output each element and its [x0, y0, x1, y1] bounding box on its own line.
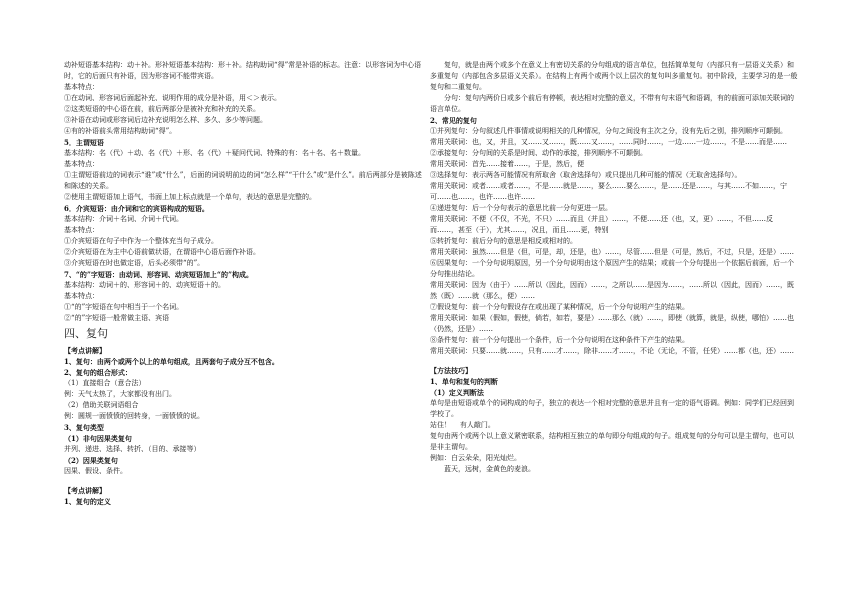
left-line: ①在动词、形容词后面起补充、说明作用的成分是补语，用＜＞表示。: [64, 94, 281, 102]
left-line: 2、复句的组合形式：: [64, 368, 132, 377]
left-line: ①主谓短语前边的词表示“谁”或“什么”，后面的词说明前边的词“怎么样”“干什么”或“是什么”。前后两部分是被陈述和陈述的关系。: [64, 171, 422, 190]
left-line: 基本特点：: [64, 83, 99, 91]
right-line: 常用关联词：如果（假如，假使，倘若，如若，要是）……那么（就）……，即使（就算，就是，纵使，哪怕）……也（仍然，还是）……: [430, 314, 794, 333]
left-line: 6．介宾短语：由介词和它的宾语构成的短语。: [64, 204, 209, 213]
right-line: 【方法技巧】: [430, 366, 472, 375]
right-line: 单句是由短语或单个的词构成的句子，独立的表达一个相对完整的意思并且有一定的语气语调。例如：同学们已经回到学校了。: [430, 399, 794, 418]
left-line: 1、复句的定义: [64, 497, 111, 506]
right-line: 常用关联词：也，又，并且，又……又……，既……又……，……同时……，一边……一边……，不是……而是……: [430, 138, 787, 146]
right-line: 复句，就是由两个或多个在意义上有密切关系的分句组成的语言单位，包括简单复句（内部只有一层语义关系）和多重复句（内部包含多层语义关系）。在结构上有两个或两个以上层次的复句叫多重复句。初中阶段，主要学习的是一般复句和二重复句。: [430, 61, 798, 91]
left-line: 例：圆规一面愤愤的回转身，一面愤愤的说。: [64, 412, 204, 420]
left-line: ②这类短语的中心语在前，前后两部分是被补充和补充的关系。: [64, 105, 260, 113]
left-line: （1）直接组合（意合法）: [64, 379, 146, 387]
left-line: （1）非句因果类复句: [64, 434, 132, 443]
left-line: ③补语在动词或形容词后边补充说明怎么样、多久、多少等问题。: [64, 116, 267, 124]
left-line: （2）因果类复句: [64, 456, 118, 465]
left-line: ④有的补语前头常用结构助词“得”。: [64, 127, 177, 135]
right-line: 常用关联词：因为（由于）……所以（因此，因而）……，之所以……是因为……，……所以（因此，因而）……，既然（既）……就（那么，便）……: [430, 281, 794, 300]
right-line: （1）定义判断法: [430, 388, 484, 397]
right-line: ⑦假设复句：前一个分句假设存在或出现了某种情况，后一个分句说明产生的结果。: [430, 303, 689, 311]
right-line: 分句：复句内两价日或多个前后有停顿，表达相对完整的意义，不带有句末语气和语调，有的前面可添加关联词的语言单位。: [430, 94, 794, 113]
left-line: ②介宾短语在为主中心语前做状语，在谓语中心语后面作补语。: [64, 248, 260, 256]
left-line: [64, 477, 424, 485]
right-line: [430, 357, 798, 365]
right-line: 常用关联词：不便（不仅，不光，不只）……而且（并且）……，不便……还（也，又，更）……，不但……反而……，甚至（于），尤其……，况且，而且……更，特别: [430, 215, 773, 234]
right-line: 常用关联词：只要……就……，只有……才……，除非……才……，不论（无论，不管，任凭）……都（也，还）……: [430, 347, 794, 355]
right-line: ⑤转折复句：前后分句的意思是相反或相对的。: [430, 237, 577, 245]
left-line: ①介宾短语在句子中作为一个整体充当句子成分。: [64, 237, 218, 245]
left-line: 四、复句: [64, 327, 108, 340]
right-line: ③选择复句：表示两各可能情况有所取舍（取舍选择句）或只提出几种可能的情况（无取舍选择句）。: [430, 171, 742, 179]
left-line: 3、复句类型: [64, 423, 104, 432]
right-line: 2、常见的复句: [430, 116, 477, 125]
right-line: 1、单句和复句的判断: [430, 377, 498, 386]
right-line: 常用关联词：虽然……但是（但，可是，却，还是，也）……，尽管……但是（可是，然后，不过，只是，还是）……: [430, 248, 794, 256]
right-line: ④递进复句：后一个分句表示的意思比前一分句更进一层。: [430, 204, 612, 212]
left-line: 【考点讲解】: [64, 486, 106, 495]
left-line: ①“的”字短语在句中相当于一个名词。: [64, 303, 184, 311]
left-line: 基本结构：动词＋的、形容词＋的、动宾短语＋的。: [64, 281, 225, 289]
right-line: 复句由两个或两个以上意义紧密联系，结构相互独立的单句即分句组成的句子。组成复句的分句可以是主谓句，也可以是非主谓句。: [430, 432, 794, 451]
left-line: 并列、递进、选择、转折、（目的、承接等）: [64, 445, 201, 453]
left-line: 动补短语基本结构：动＋补。形补短语基本结构：形＋补。结构助词“得”常是补语的标志。注意：以形容词为中心语时，它的后面只有补语，因为形容词不能带宾语。: [64, 61, 422, 80]
right-line: ①并列复句：分句叙述几件事情或说明相关的几种情况，分句之间没有主次之分，没有先后之别，排列顺序可颠倒。: [430, 127, 787, 135]
left-line: 【考点讲解】: [64, 346, 106, 355]
left-line: 基本结构：介词＋名词、介词＋代词。: [64, 215, 183, 223]
left-line: ②“的”字短语一般常做主语、宾语: [64, 314, 170, 322]
left-line: 例：天气太热了，大家都没有出门。: [64, 390, 176, 398]
right-line: ②承接复句：分句间的关系是时间、动作的承接，排列顺序不可颠倒。: [430, 149, 647, 157]
right-line: 常用关联词：首先……接着……，于是，然后，便: [430, 160, 584, 168]
left-line: 7、“的”字短语：由动词、形容词、动宾短语加上“的”构成。: [64, 270, 253, 279]
left-line: （2）借助关联词语组合: [64, 401, 139, 409]
left-line: ③介宾短语在时也做定语，后头必须带“的”。: [64, 259, 205, 267]
left-line: 基本结构：名（代）＋动、名（代）＋形、名（代）＋疑问代词、特殊的有：名＋名、名＋数量。: [64, 149, 365, 157]
right-line: 常用关联词：或者……或者……，不是……就是……，要么……要么……，是……还是……，与其……不如……，宁可……也……，也许……也许……: [430, 182, 787, 201]
left-line: 基本特点：: [64, 292, 99, 300]
left-line: 因果、假设、条件。: [64, 467, 127, 475]
right-column: [430, 60, 798, 475]
left-column: [64, 60, 424, 507]
left-line: 1、复句：由两个或两个以上的单句组成，且两套句子成分互不包含。: [64, 357, 279, 366]
right-line: ⑥因果复句：一个分句说明原因，另一个分句说明由这个原因产生的结果；或前一个分句提出一个依据后前面，后一个分句推出结论。: [430, 259, 794, 278]
left-line: 基本特点：: [64, 160, 99, 168]
right-line: 站住！ 有人敲门。: [430, 421, 495, 429]
left-line: 5．主谓短语: [64, 138, 104, 147]
left-line: ②使用主谓短语加上语气，书面上加上标点就是一个单句，表达的意思是完整的。: [64, 193, 316, 201]
right-line: 例如：白云朵朵，阳光灿烂。: [430, 454, 521, 462]
left-line: 基本特点：: [64, 226, 99, 234]
right-line: 蓝天，远树，金黄色的麦浪。: [444, 465, 535, 473]
right-line: ⑧条件复句：前一个分句提出一个条件，后一个分句说明在这种条件下产生的结果。: [430, 336, 689, 344]
